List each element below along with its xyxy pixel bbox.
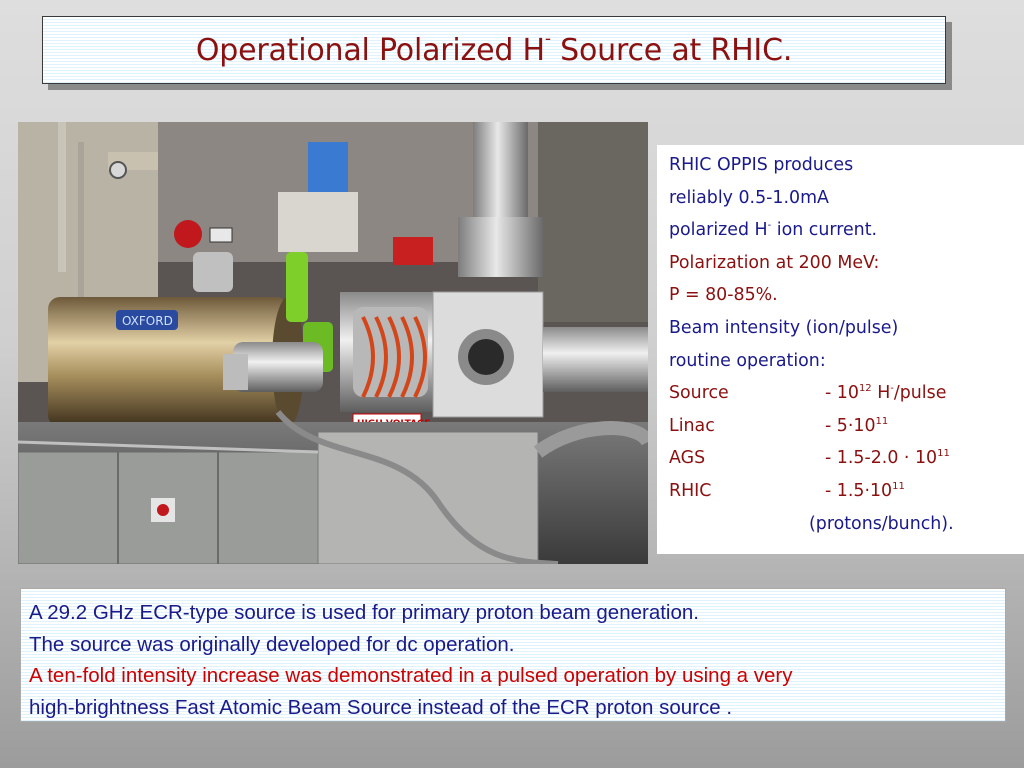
title-superscript: -	[544, 28, 551, 49]
info-line-5: P = 80-85%.	[669, 285, 778, 306]
row-label: RHIC	[669, 480, 712, 501]
info-line-3-text: polarized H	[669, 220, 768, 241]
title-suffix: Source at RHIC.	[550, 32, 793, 68]
summary-line-1: A 29.2 GHz ECR-type source is used for primary proton beam generation.	[29, 601, 699, 624]
row-label: AGS	[669, 448, 706, 469]
info-line-2: reliably 0.5-1.0mA	[669, 187, 829, 208]
summary-line-3: A ten-fold intensity increase was demonstrated in a pulsed operation by using a very	[29, 664, 793, 687]
info-line-3-sup: -	[767, 220, 772, 232]
title-prefix: Operational Polarized H	[195, 32, 545, 68]
info-line-1: RHIC OPPIS produces	[669, 155, 854, 175]
intensity-row-rhic	[669, 475, 1024, 508]
summary-line-4: high-brightness Fast Atomic Beam Source instead of the ECR proton source .	[29, 695, 733, 719]
row-value: - $1.5-2.0 \cdot 10^{11}$	[825, 448, 950, 469]
intensity-row-source	[669, 377, 1024, 410]
info-line-7: routine operation:	[669, 350, 826, 371]
slide-title	[195, 28, 793, 68]
oxford-label: OXFORD	[122, 314, 173, 328]
row-value: - $5\cdot 10^{11}$	[825, 415, 889, 436]
row-value: - $10^{12}$ H-/pulse	[825, 383, 947, 404]
info-line-4: Polarization at 200 MeV:	[669, 252, 880, 273]
info-box	[657, 145, 1024, 554]
title-box	[42, 16, 946, 84]
row-label: Linac	[669, 415, 715, 436]
units-note: (protons/bunch).	[809, 513, 954, 534]
info-line-6: Beam intensity (ion/pulse)	[669, 317, 899, 338]
summary-box	[20, 588, 1006, 722]
summary-line-2: The source was originally developed for dc operation.	[29, 632, 515, 656]
oppis-source-photo	[18, 122, 648, 564]
row-label: Source	[669, 383, 729, 404]
row-value: - $1.5\cdot 10^{11}$	[825, 480, 905, 501]
info-line-3	[669, 214, 1024, 247]
intensity-row-ags	[669, 442, 1024, 475]
info-line-3-after: ion current.	[771, 220, 878, 241]
intensity-row-linac	[669, 410, 1024, 443]
